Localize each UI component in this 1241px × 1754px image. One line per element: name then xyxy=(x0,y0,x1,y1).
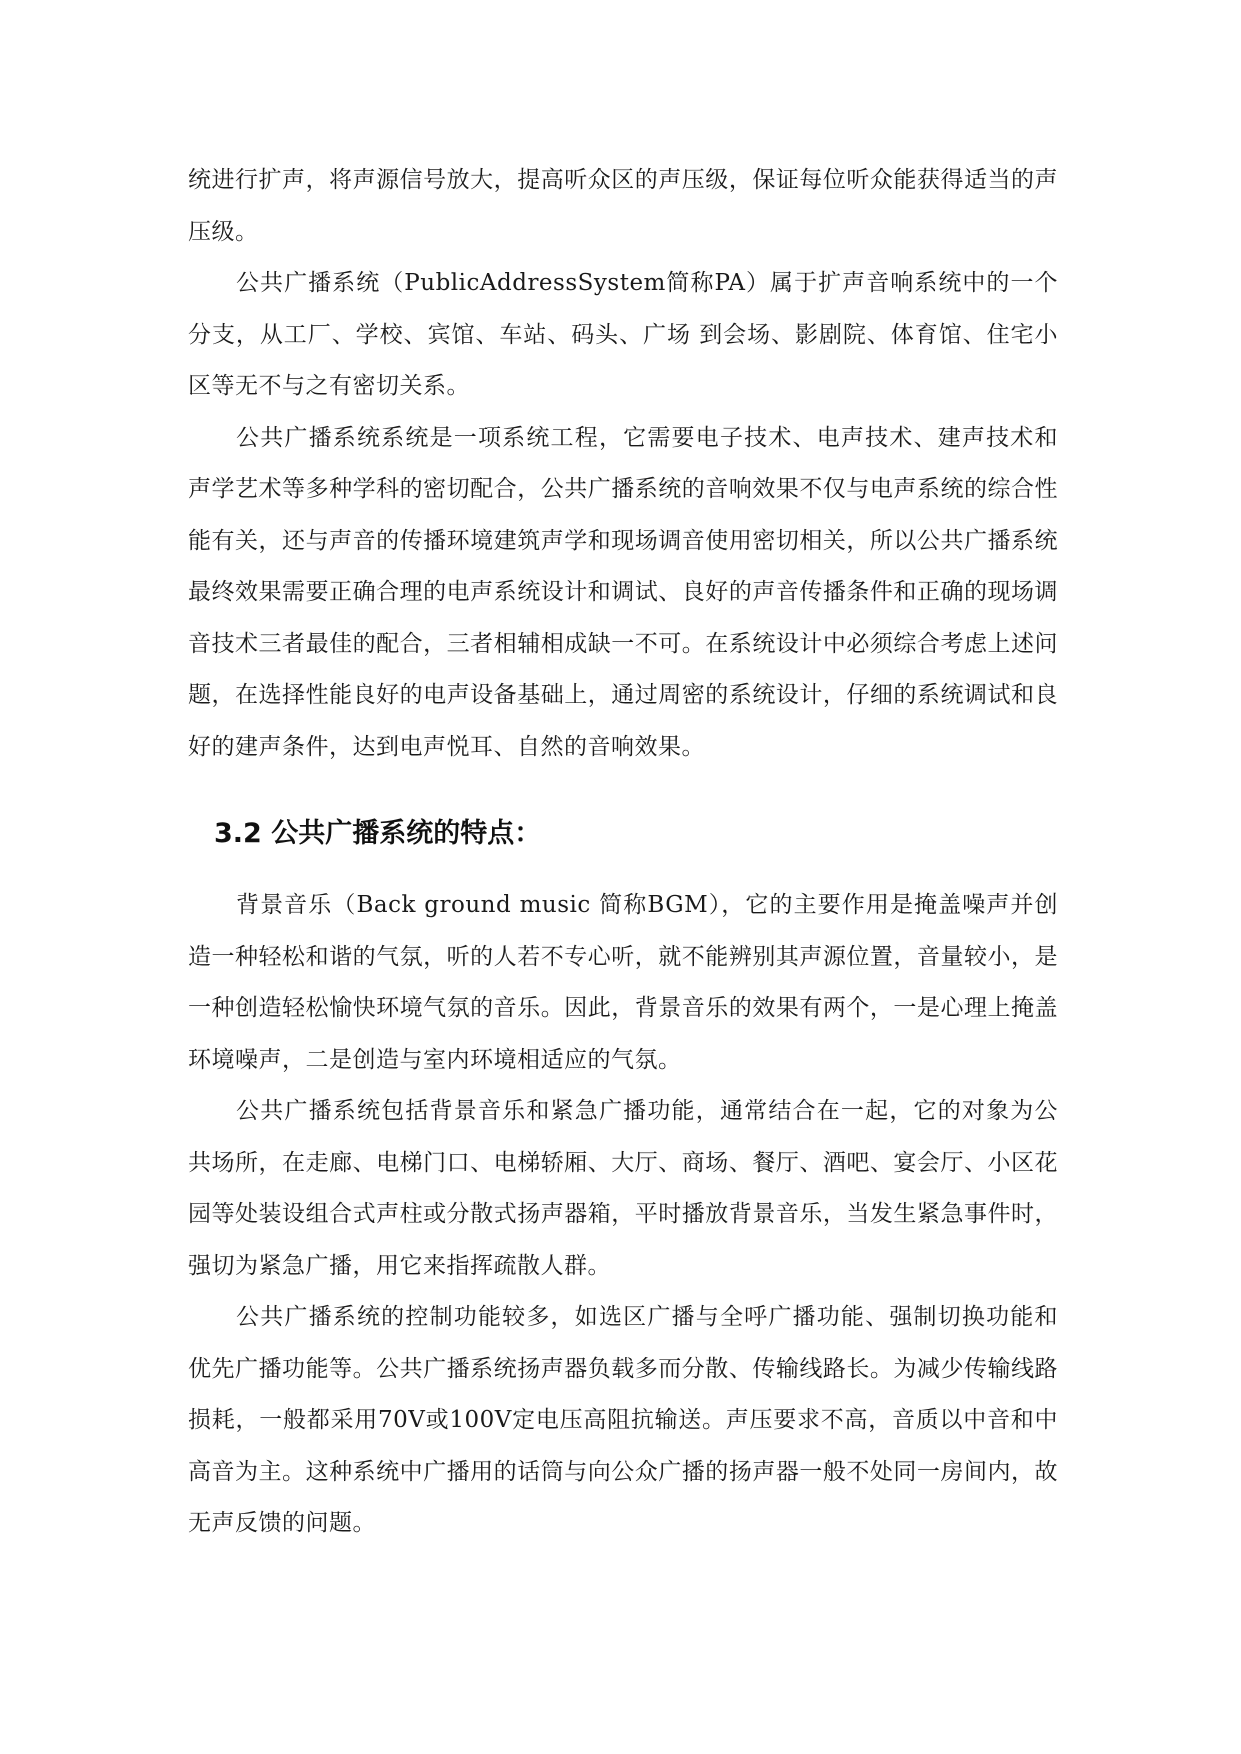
paragraph-pa-functions: 公共广播系统包括背景音乐和紧急广播功能，通常结合在一起，它的对象为公共场所，在走廊、电梯门口、电梯轿厢、大厅、商场、餐厅、酒吧、宴会厅、小区花园等处装设组合式声柱或分散式扬声器箱，平时播放背景音乐，当发生紧急事件时，强切为紧急广播，用它来指挥疏散人群。 xyxy=(188,1098,1058,1279)
page-content xyxy=(188,155,1058,1550)
paragraph-continuation: 统进行扩声，将声源信号放大，提高听众区的声压级，保证每位听众能获得适当的声压级。 xyxy=(188,167,1058,245)
paragraph-pa-control: 公共广播系统的控制功能较多，如选区广播与全呼广播功能、强制切换功能和优先广播功能等。公共广播系统扬声器负载多而分散、传输线路长。为减少传输线路损耗，一般都采用70V或100V定电压高阻抗输送。声压要求不高，音质以中音和中高音为主。这种系统中广播用的话筒与向公众广播的扬声器一般不处同一房间内，故无声反馈的问题。 xyxy=(188,1304,1058,1536)
paragraph-pa-definition: 公共广播系统（PublicAddressSystem简称PA）属于扩声音响系统中的一个分支，从工厂、学校、宾馆、车站、码头、广场 到会场、影剧院、体育馆、住宅小区等无不与之有密切关系。 xyxy=(188,270,1058,399)
paragraph-bgm: 背景音乐（Back ground music 简称BGM），它的主要作用是掩盖噪声并创造一种轻松和谐的气氛，听的人若不专心听，就不能辨别其声源位置，音量较小，是一种创造轻松愉快环境气氛的音乐。因此，背景音乐的效果有两个，一是心理上掩盖环境噪声，二是创造与室内环境相适应的气氛。 xyxy=(188,892,1058,1073)
section-heading: 3.2 公共广播系统的特点： xyxy=(214,818,542,849)
paragraph-pa-engineering: 公共广播系统系统是一项系统工程，它需要电子技术、电声技术、建声技术和声学艺术等多种学科的密切配合，公共广播系统的音响效果不仅与电声系统的综合性能有关，还与声音的传播环境建筑声学和现场调音使用密切相关，所以公共广播系统最终效果需要正确合理的电声系统设计和调试、良好的声音传播条件和正确的现场调音技术三者最佳的配合，三者相辅相成缺一不可。在系统设计中必须综合考虑上述问题，在选择性能良好的电声设备基础上，通过周密的系统设计，仔细的系统调试和良好的建声条件，达到电声悦耳、自然的音响效果。 xyxy=(188,424,1058,760)
